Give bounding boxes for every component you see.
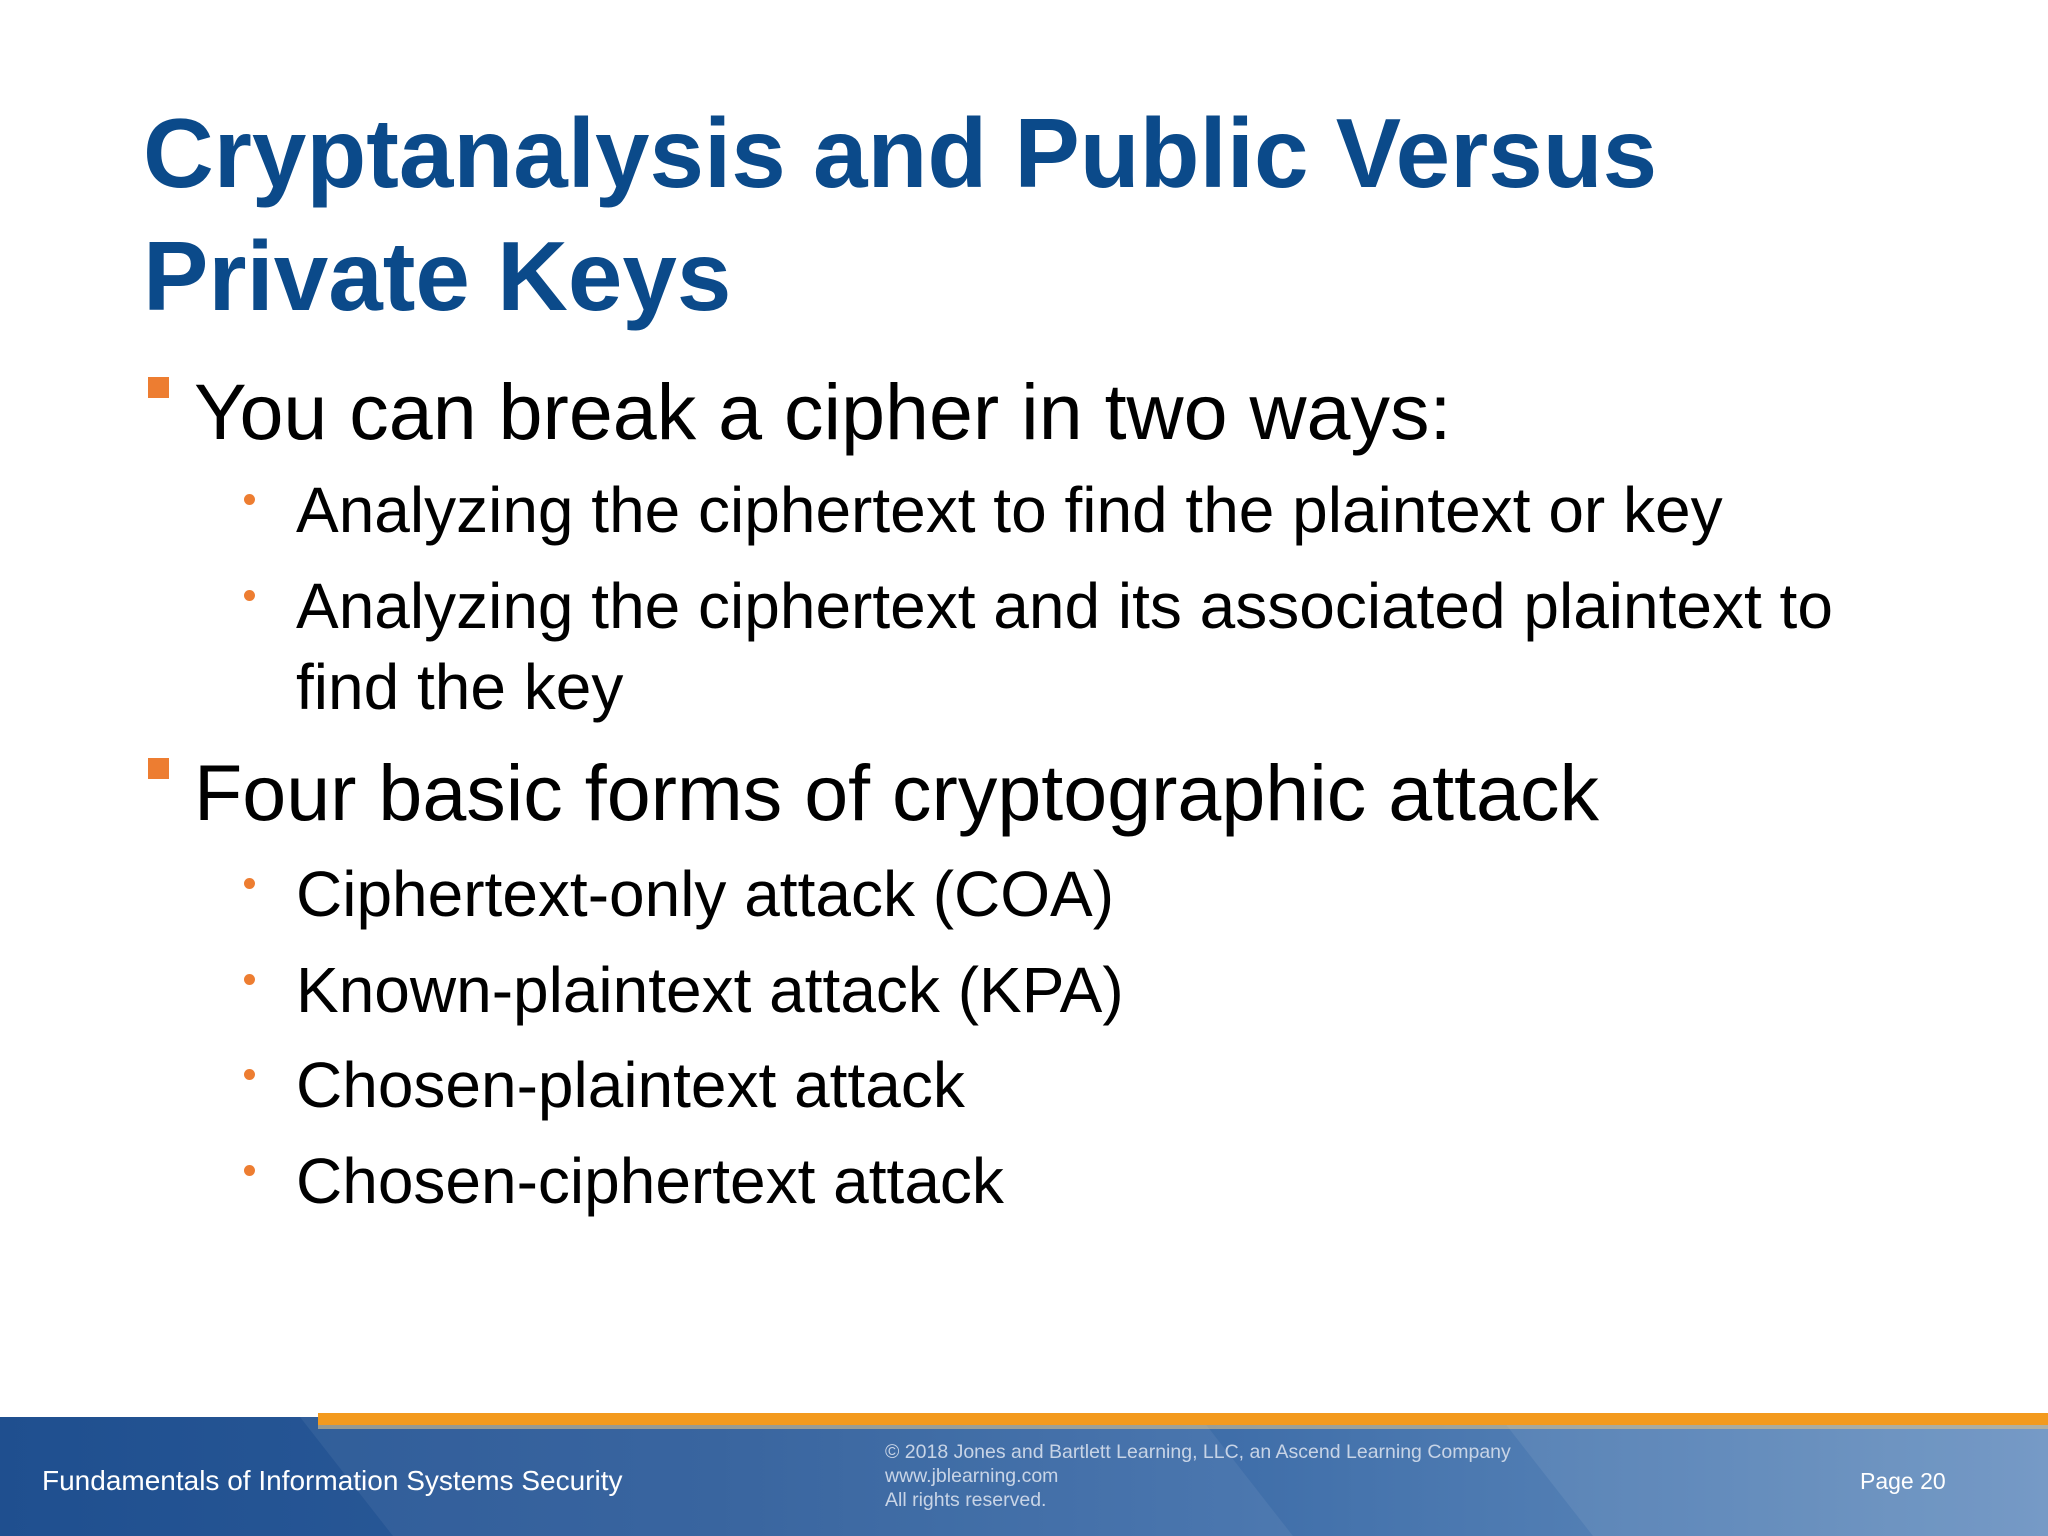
dot-bullet-icon <box>244 494 255 505</box>
sub-bullet-line: Chosen-ciphertext attack <box>296 1145 1004 1217</box>
sub-bullet-line: Analyzing the ciphertext and its associated plaintext to <box>296 570 1833 642</box>
slide-title-line: Private Keys <box>143 221 732 331</box>
copyright-line: © 2018 Jones and Bartlett Learning, LLC, an Ascend Learning Company <box>885 1441 1511 1463</box>
slide-title <box>143 92 1963 338</box>
dot-bullet-icon <box>244 1165 255 1176</box>
sub-bullet-line: Analyzing the ciphertext to find the plaintext or key <box>296 474 1723 546</box>
sub-bullet-text <box>296 950 2016 1031</box>
footer-stripe-shade <box>318 1425 2048 1429</box>
sub-bullet-text <box>296 1045 2016 1126</box>
bullet-text: You can break a cipher in two ways: <box>194 367 1452 456</box>
bullet-text: Four basic forms of cryptographic attack <box>194 748 1599 837</box>
sub-bullet-line: Ciphertext-only attack (COA) <box>296 858 1115 930</box>
footer-decoration <box>1500 1417 2048 1536</box>
sub-bullet-text <box>296 470 2016 551</box>
page-number: Page 20 <box>1860 1468 1946 1494</box>
sub-bullet-text <box>296 854 2016 935</box>
slide-footer <box>0 1411 2048 1536</box>
square-bullet-icon <box>148 758 169 779</box>
square-bullet-icon <box>148 377 169 398</box>
website-link[interactable]: www.jblearning.com <box>885 1465 1059 1487</box>
course-title: Fundamentals of Information Systems Security <box>42 1465 623 1496</box>
dot-bullet-icon <box>244 590 255 601</box>
sub-bullet-line: Chosen-plaintext attack <box>296 1049 965 1121</box>
copyright-notice <box>885 1440 1511 1512</box>
dot-bullet-icon <box>244 1069 255 1080</box>
dot-bullet-icon <box>244 878 255 889</box>
rights-line: All rights reserved. <box>885 1489 1047 1511</box>
slide-title-line: Cryptanalysis and Public Versus <box>143 98 1658 208</box>
footer-stripe <box>318 1413 2048 1425</box>
sub-bullet-line: find the key <box>296 651 624 723</box>
sub-bullet-text <box>296 566 2016 728</box>
sub-bullet-line: Known-plaintext attack (KPA) <box>296 954 1124 1026</box>
dot-bullet-icon <box>244 974 255 985</box>
sub-bullet-text <box>296 1141 2016 1222</box>
